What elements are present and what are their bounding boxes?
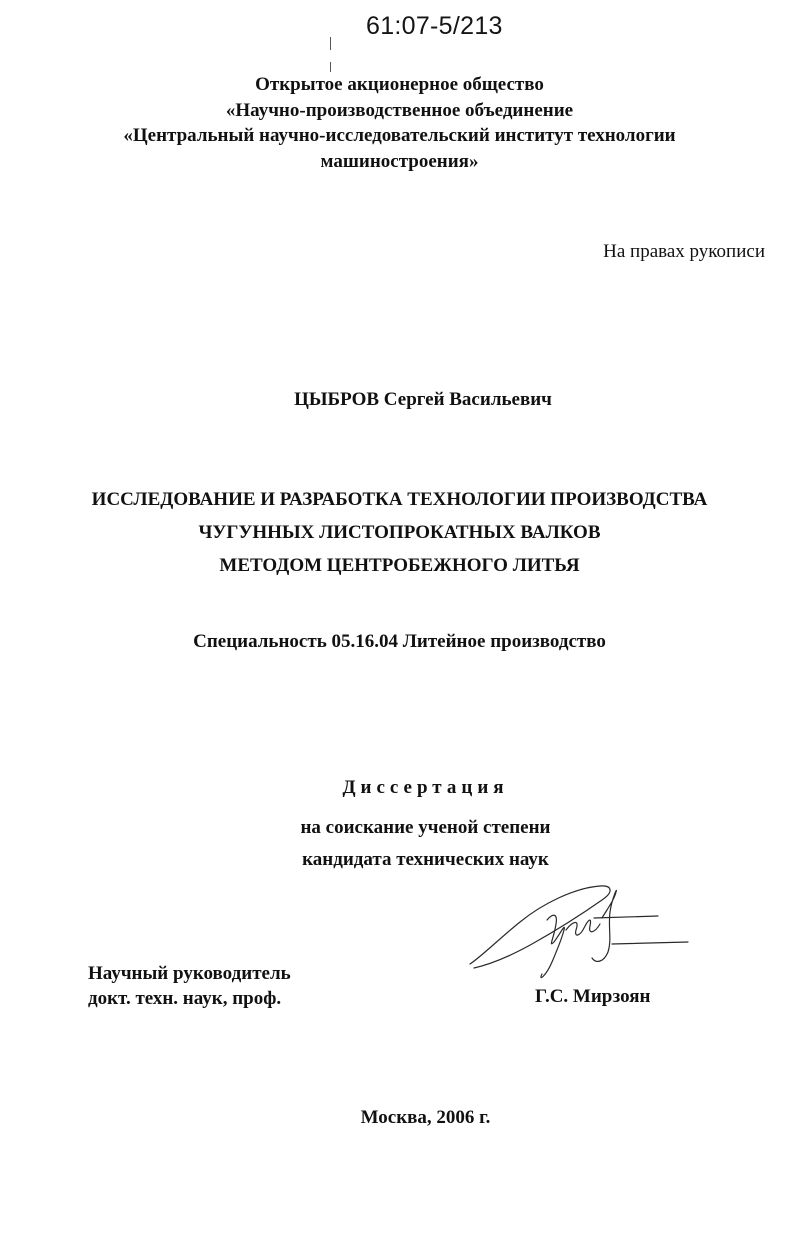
supervisor-role: Научный руководитель xyxy=(88,963,291,984)
scan-mark xyxy=(330,62,331,72)
scan-mark xyxy=(330,37,331,50)
supervisor-name: Г.С. Мирзоян xyxy=(535,986,651,1007)
city-year: Москва, 2006 г. xyxy=(360,1107,491,1128)
dissertation-title xyxy=(0,483,799,582)
title-line: МЕТОДОМ ЦЕНТРОБЕЖНОГО ЛИТЬЯ xyxy=(219,555,580,576)
supervisor-degree: докт. техн. наук, проф. xyxy=(88,988,282,1009)
organization-header xyxy=(0,72,799,174)
organization-line: Открытое акционерное общество xyxy=(255,74,544,95)
organization-line: «Научно-производственное объединение xyxy=(225,99,574,121)
author-name: ЦЫБРОВ Сергей Васильевич xyxy=(294,389,552,410)
degree-description xyxy=(0,812,799,876)
organization-line: машиностроения» xyxy=(320,150,479,172)
archive-number: 61:07-5/213 xyxy=(366,12,503,40)
degree-line: на соискание ученой степени xyxy=(300,817,551,838)
specialty: Специальность 05.16.04 Литейное производство xyxy=(193,631,606,652)
degree-line: кандидата технических наук xyxy=(302,849,549,870)
dissertation-heading: Диссертация xyxy=(342,777,509,798)
manuscript-note: На правах рукописи xyxy=(603,241,765,262)
organization-line: «Центральный научно-исследовательский институт технологии xyxy=(123,125,676,146)
supervisor-block xyxy=(88,961,291,1011)
signature-image xyxy=(462,878,702,988)
title-line: ИССЛЕДОВАНИЕ И РАЗРАБОТКА ТЕХНОЛОГИИ ПРОИЗВОДСТВА xyxy=(91,489,708,510)
title-line: ЧУГУННЫХ ЛИСТОПРОКАТНЫХ ВАЛКОВ xyxy=(198,522,601,543)
